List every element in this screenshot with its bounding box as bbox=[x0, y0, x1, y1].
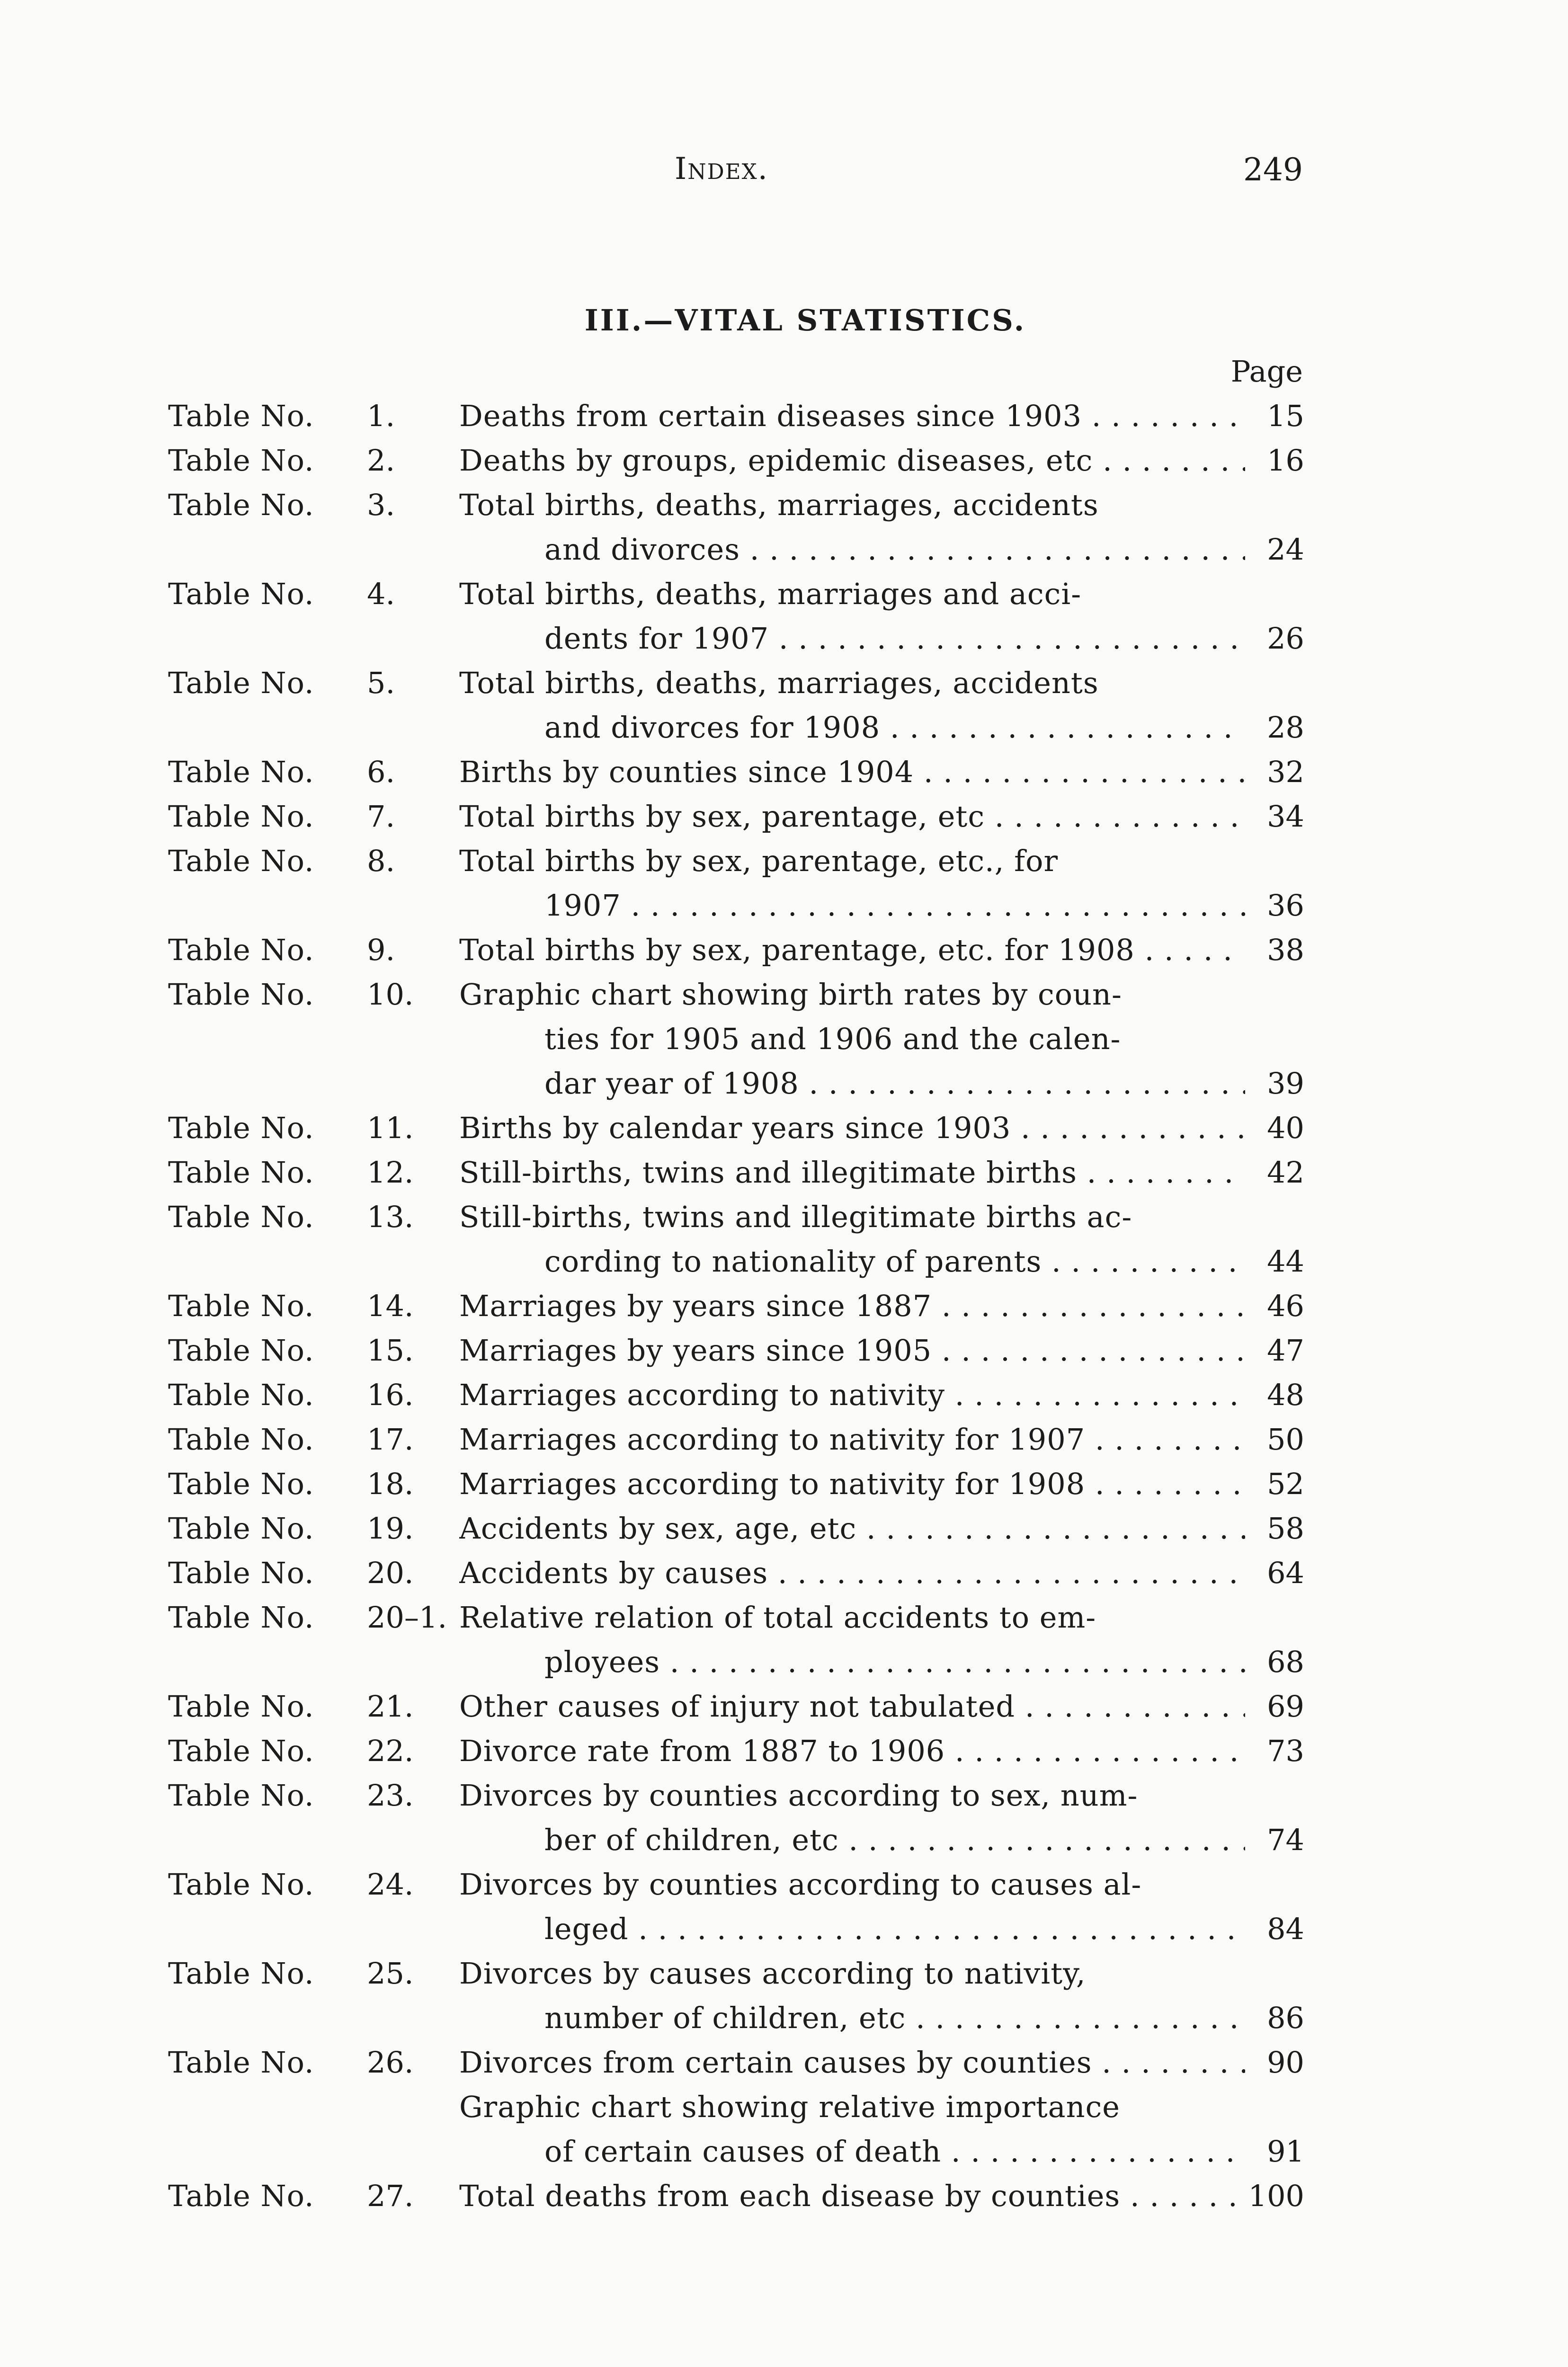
entry-label: Table No. bbox=[168, 1956, 314, 1991]
entry-number: 21. bbox=[367, 1689, 414, 1724]
entry-description bbox=[459, 1417, 1245, 1462]
index-entry bbox=[168, 1106, 1304, 1150]
entry-label: Table No. bbox=[168, 666, 314, 700]
entry-description-line: ties for 1905 and 1906 and the calen- bbox=[544, 1022, 1121, 1056]
index-entry bbox=[168, 1150, 1304, 1195]
entry-number: 7. bbox=[367, 799, 395, 834]
entry-label: Table No. bbox=[168, 1378, 314, 1412]
entry-description bbox=[459, 1284, 1245, 1328]
entry-description bbox=[459, 1551, 1245, 1595]
entry-number: 27. bbox=[367, 2179, 414, 2213]
entry-number: 25. bbox=[367, 1956, 414, 1991]
running-head bbox=[0, 151, 1568, 199]
section-heading: III.—VITAL STATISTICS. bbox=[584, 303, 1026, 338]
entry-description-line: Graphic chart showing relative importance bbox=[459, 2090, 1120, 2124]
entry-page: 32 bbox=[1267, 755, 1304, 789]
entry-label: Table No. bbox=[168, 1867, 314, 1902]
entry-description-line: Total births by sex, parentage, etc. for 1908 . . . bbox=[459, 928, 1245, 972]
entry-number: 10. bbox=[367, 977, 414, 1012]
entry-label: Table No. bbox=[168, 977, 314, 1012]
entry-description bbox=[459, 972, 1245, 1106]
entry-description-line: Total deaths from each disease by counties . . . bbox=[459, 2174, 1245, 2218]
entry-description bbox=[459, 1373, 1245, 1417]
index-entry bbox=[168, 572, 1304, 661]
entry-page: 28 bbox=[1267, 710, 1304, 745]
entry-label: Table No. bbox=[168, 1333, 314, 1368]
entry-number: 12. bbox=[367, 1155, 414, 1190]
entry-label: Table No. bbox=[168, 1511, 314, 1546]
entry-description-line: and divorces . . . bbox=[459, 527, 1245, 572]
entry-description-line: Still-births, twins and illegitimate births . . . bbox=[459, 1150, 1245, 1195]
entry-label: Table No. bbox=[168, 1155, 314, 1190]
entry-number: 23. bbox=[367, 1778, 414, 1813]
entry-number: 6. bbox=[367, 755, 395, 789]
entry-page: 73 bbox=[1267, 1734, 1304, 1768]
entry-page: 52 bbox=[1267, 1467, 1304, 1501]
entry-number: 20–1. bbox=[367, 1600, 447, 1635]
entry-description-line: Divorces by causes according to nativity, bbox=[459, 1956, 1086, 1991]
entry-description-line: Graphic chart showing birth rates by coun- bbox=[459, 977, 1122, 1012]
entry-number: 9. bbox=[367, 933, 395, 967]
entry-number: 8. bbox=[367, 844, 395, 878]
entry-number: 17. bbox=[367, 1422, 414, 1457]
index-entry bbox=[168, 839, 1304, 928]
entry-number: 24. bbox=[367, 1867, 414, 1902]
entry-description-line: Marriages by years since 1905 . . . bbox=[459, 1328, 1245, 1373]
index-entry bbox=[168, 1417, 1304, 1462]
entry-label: Table No. bbox=[168, 1600, 314, 1635]
index-entry bbox=[168, 1506, 1304, 1551]
entry-description bbox=[459, 1595, 1245, 1684]
entry-label: Table No. bbox=[168, 1111, 314, 1145]
entry-label: Table No. bbox=[168, 1422, 314, 1457]
entry-number: 14. bbox=[367, 1289, 414, 1323]
entry-description bbox=[459, 2085, 1245, 2174]
entry-description-line: Births by counties since 1904 . . . bbox=[459, 750, 1245, 794]
entry-description-line: Marriages according to nativity for 1907 . . . bbox=[459, 1417, 1245, 1462]
entry-page: 100 bbox=[1248, 2179, 1304, 2213]
index-entry bbox=[168, 750, 1304, 794]
entry-description bbox=[459, 1462, 1245, 1506]
entry-description bbox=[459, 1506, 1245, 1551]
entry-page: 38 bbox=[1267, 933, 1304, 967]
entry-page: 69 bbox=[1267, 1689, 1304, 1724]
index-entry bbox=[168, 2040, 1304, 2085]
entry-description-line: ber of children, etc . . . bbox=[459, 1818, 1245, 1862]
entry-description-line: cording to nationality of parents . . . bbox=[459, 1239, 1245, 1284]
entry-description bbox=[459, 1862, 1245, 1951]
index-entry bbox=[168, 972, 1304, 1106]
entry-description-line: leged . . . bbox=[459, 1907, 1245, 1951]
entry-page: 48 bbox=[1267, 1378, 1304, 1412]
entry-number: 1. bbox=[367, 399, 395, 433]
entry-description-line: Other causes of injury not tabulated . . . bbox=[459, 1684, 1245, 1729]
entry-label: Table No. bbox=[168, 933, 314, 967]
entry-page: 40 bbox=[1267, 1111, 1304, 1145]
entry-description bbox=[459, 2174, 1245, 2218]
entry-page: 26 bbox=[1267, 621, 1304, 656]
entry-number: 18. bbox=[367, 1467, 414, 1501]
entry-number: 3. bbox=[367, 488, 395, 522]
entry-description-line: of certain causes of death . . . bbox=[459, 2129, 1245, 2174]
entry-label: Table No. bbox=[168, 1734, 314, 1768]
entry-number: 11. bbox=[367, 1111, 414, 1145]
entry-page: 90 bbox=[1267, 2045, 1304, 2080]
entry-label bbox=[168, 2085, 367, 2174]
index-list bbox=[168, 394, 1304, 2218]
entry-description-line: 1907 . . . bbox=[459, 883, 1245, 928]
entry-label: Table No. bbox=[168, 1200, 314, 1234]
entry-description bbox=[459, 2040, 1245, 2085]
entry-description-line: Relative relation of total accidents to em- bbox=[459, 1600, 1096, 1635]
index-entry bbox=[168, 1729, 1304, 1773]
entry-description-line: Still-births, twins and illegitimate births ac- bbox=[459, 1200, 1132, 1234]
entry-page: 44 bbox=[1267, 1244, 1304, 1279]
entry-page: 74 bbox=[1267, 1823, 1304, 1857]
entry-description bbox=[459, 394, 1245, 438]
entry-page: 39 bbox=[1267, 1066, 1304, 1101]
entry-description-line: Total births, deaths, marriages and acci- bbox=[459, 577, 1082, 611]
entry-page: 50 bbox=[1267, 1422, 1304, 1457]
entry-description bbox=[459, 839, 1245, 928]
entry-description bbox=[459, 1195, 1245, 1284]
index-entry bbox=[168, 1284, 1304, 1328]
entry-description-line: Divorces by counties according to sex, num- bbox=[459, 1778, 1138, 1813]
entry-label: Table No. bbox=[168, 755, 314, 789]
entry-description bbox=[459, 1328, 1245, 1373]
entry-description bbox=[459, 1106, 1245, 1150]
entry-description bbox=[459, 750, 1245, 794]
entry-description-line: Marriages according to nativity . . . bbox=[459, 1373, 1245, 1417]
entry-label: Table No. bbox=[168, 2179, 314, 2213]
index-entry bbox=[168, 928, 1304, 972]
entry-description bbox=[459, 794, 1245, 839]
index-entry bbox=[168, 438, 1304, 483]
entry-label: Table No. bbox=[168, 488, 314, 522]
index-entry bbox=[168, 1195, 1304, 1284]
index-entry bbox=[168, 2085, 1304, 2174]
entry-description-line: and divorces for 1908 . . . bbox=[459, 705, 1245, 750]
entry-description bbox=[459, 1684, 1245, 1729]
entry-number: 16. bbox=[367, 1378, 414, 1412]
entry-description bbox=[459, 1951, 1245, 2040]
entry-label: Table No. bbox=[168, 1689, 314, 1724]
entry-label: Table No. bbox=[168, 2045, 314, 2080]
entry-number: 26. bbox=[367, 2045, 414, 2080]
entry-page: 86 bbox=[1267, 2001, 1304, 2035]
entry-page: 47 bbox=[1267, 1333, 1304, 1368]
entry-number: 22. bbox=[367, 1734, 414, 1768]
entry-description bbox=[459, 1773, 1245, 1862]
entry-page: 36 bbox=[1267, 888, 1304, 923]
entry-description bbox=[459, 572, 1245, 661]
entry-page: 42 bbox=[1267, 1155, 1304, 1190]
entry-page: 16 bbox=[1267, 443, 1304, 478]
entry-number: 5. bbox=[367, 666, 395, 700]
entry-label: Table No. bbox=[168, 844, 314, 878]
index-entry bbox=[168, 794, 1304, 839]
index-entry bbox=[168, 1462, 1304, 1506]
entry-page: 46 bbox=[1267, 1289, 1304, 1323]
entry-description bbox=[459, 928, 1245, 972]
entry-page: 91 bbox=[1267, 2134, 1304, 2169]
entry-number bbox=[367, 2085, 459, 2174]
entry-description-line: Total births, deaths, marriages, accidents bbox=[459, 488, 1099, 522]
index-entry bbox=[168, 394, 1304, 438]
entry-description-line: ployees . . . bbox=[459, 1640, 1245, 1684]
entry-label: Table No. bbox=[168, 1778, 314, 1813]
entry-description-line: Divorce rate from 1887 to 1906 . . . bbox=[459, 1729, 1245, 1773]
entry-page: 84 bbox=[1267, 1912, 1304, 1946]
index-entry bbox=[168, 483, 1304, 572]
index-entry bbox=[168, 661, 1304, 750]
index-entry bbox=[168, 1951, 1304, 2040]
entry-description bbox=[459, 661, 1245, 750]
page-number: 249 bbox=[1243, 151, 1303, 188]
entry-page: 34 bbox=[1267, 799, 1304, 834]
entry-page: 58 bbox=[1267, 1511, 1304, 1546]
index-entry bbox=[168, 2174, 1304, 2218]
entry-page: 68 bbox=[1267, 1645, 1304, 1679]
entry-number: 2. bbox=[367, 443, 395, 478]
index-entry bbox=[168, 1551, 1304, 1595]
entry-page: 15 bbox=[1267, 399, 1304, 433]
entry-description-line: Total births, deaths, marriages, accidents bbox=[459, 666, 1099, 700]
entry-number: 19. bbox=[367, 1511, 414, 1546]
entry-page: 24 bbox=[1267, 532, 1304, 567]
entry-page: 64 bbox=[1267, 1556, 1304, 1590]
entry-number: 13. bbox=[367, 1200, 414, 1234]
entry-label: Table No. bbox=[168, 443, 314, 478]
entry-description-line: Deaths from certain diseases since 1903 . . . bbox=[459, 394, 1245, 438]
entry-number: 4. bbox=[367, 577, 395, 611]
entry-label: Table No. bbox=[168, 399, 314, 433]
index-entry bbox=[168, 1684, 1304, 1729]
index-entry bbox=[168, 1328, 1304, 1373]
entry-label: Table No. bbox=[168, 1289, 314, 1323]
index-entry bbox=[168, 1595, 1304, 1684]
entry-description-line: number of children, etc . . . bbox=[459, 1996, 1245, 2040]
entry-description-line: Total births by sex, parentage, etc., for bbox=[459, 844, 1059, 878]
entry-description-line: Total births by sex, parentage, etc . . . bbox=[459, 794, 1245, 839]
entry-description-line: Deaths by groups, epidemic diseases, etc . . . bbox=[459, 438, 1245, 483]
entry-label: Table No. bbox=[168, 799, 314, 834]
entry-description bbox=[459, 1150, 1245, 1195]
entry-description-line: Divorces by counties according to causes al- bbox=[459, 1867, 1142, 1902]
entry-label: Table No. bbox=[168, 577, 314, 611]
entry-description-line: Accidents by sex, age, etc . . . bbox=[459, 1506, 1245, 1551]
entry-number: 20. bbox=[367, 1556, 414, 1590]
index-entry bbox=[168, 1773, 1304, 1862]
entry-label: Table No. bbox=[168, 1556, 314, 1590]
entry-number: 15. bbox=[367, 1333, 414, 1368]
entry-description-line: Marriages by years since 1887 . . . bbox=[459, 1284, 1245, 1328]
entry-description-line: Accidents by causes . . . bbox=[459, 1551, 1245, 1595]
entry-description-line: dents for 1907 . . . bbox=[459, 616, 1245, 661]
entry-label: Table No. bbox=[168, 1467, 314, 1501]
page-column-label: Page bbox=[1230, 354, 1303, 389]
entry-description bbox=[459, 438, 1245, 483]
entry-description bbox=[459, 1729, 1245, 1773]
index-entry bbox=[168, 1373, 1304, 1417]
entry-description-line: Births by calendar years since 1903 . . . bbox=[459, 1106, 1245, 1150]
entry-description-line: dar year of 1908 . . . bbox=[459, 1061, 1245, 1106]
index-entry bbox=[168, 1862, 1304, 1951]
running-title: Index. bbox=[675, 151, 768, 187]
entry-description-line: Divorces from certain causes by counties . . . bbox=[459, 2040, 1245, 2085]
entry-description bbox=[459, 483, 1245, 572]
entry-description-line: Marriages according to nativity for 1908 . . . bbox=[459, 1462, 1245, 1506]
